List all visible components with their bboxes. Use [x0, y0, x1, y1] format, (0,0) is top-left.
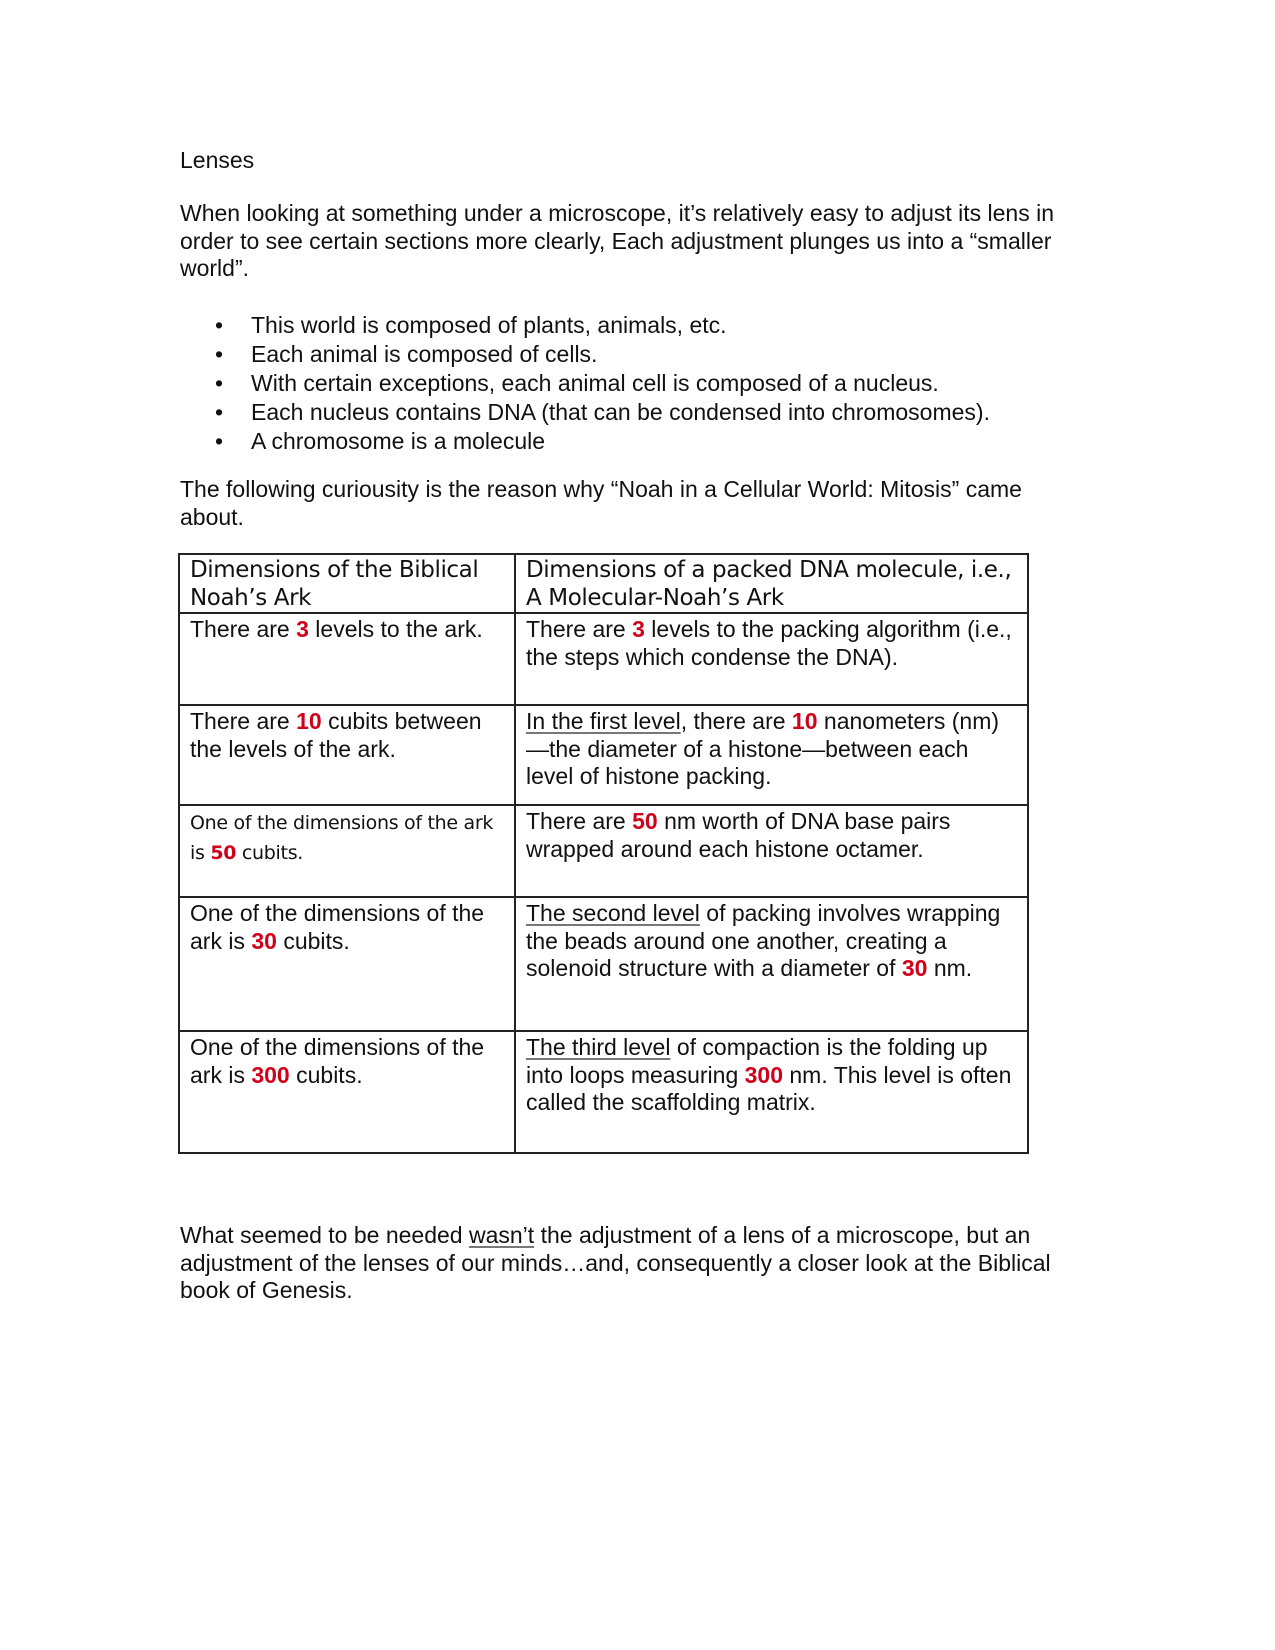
highlight-number: 30 — [901, 955, 928, 981]
highlight-number: 10 — [791, 708, 818, 734]
bullet-icon: • — [215, 428, 224, 454]
highlight-number: 300 — [744, 1061, 783, 1088]
highlight-number: 50 — [210, 842, 237, 864]
bullet-item: • Each animal is composed of cells. — [215, 341, 598, 367]
dna-cell: The second level of packing involves wrapping the beads around one another, creating a solenoid structure with a diameter of 30 nm. — [515, 897, 1028, 1031]
table-row — [179, 705, 1028, 805]
table-header-row — [179, 554, 1028, 613]
ark-cell: There are 3 levels to the ark. — [179, 613, 515, 705]
bullet-icon: • — [215, 341, 224, 367]
dna-cell: There are 50 nm worth of DNA base pairs wrapped around each histone octamer. — [515, 805, 1028, 897]
header-biblical-ark: Dimensions of the Biblical Noah’s Ark — [179, 554, 515, 613]
underlined-phrase: In the first level — [526, 708, 681, 734]
table-row — [179, 805, 1028, 897]
bullet-item: • This world is composed of plants, animals, etc. — [215, 312, 727, 338]
highlight-number: 10 — [296, 708, 322, 734]
dna-cell: In the first level, there are 10 nanometers (nm)—the diameter of a histone—between each level of histone packing. — [515, 705, 1028, 805]
bullet-item: • A chromosome is a molecule — [215, 428, 546, 454]
bullet-icon: • — [215, 312, 224, 338]
table-row — [179, 613, 1028, 705]
underlined-phrase: The third level — [526, 1034, 671, 1060]
bullet-item: • Each nucleus contains DNA (that can be condensed into chromosomes). — [215, 399, 990, 425]
reason-paragraph: The following curiousity is the reason why “Noah in a Cellular World: Mitosis” came about. — [180, 476, 1022, 530]
bullet-icon: • — [215, 399, 224, 425]
document-title: Lenses — [180, 147, 255, 173]
comparison-table — [178, 553, 1029, 1154]
ark-cell: One of the dimensions of the ark is 50 cubits. — [179, 805, 515, 897]
bullet-item: • With certain exceptions, each animal cell is composed of a nucleus. — [215, 370, 939, 396]
ark-cell: There are 10 cubits between the levels of the ark. — [179, 705, 515, 805]
closing-paragraph: What seemed to be needed wasn’t the adjustment of a lens of a microscope, but an adjustment of the lenses of our minds…and, consequently a closer look at the Biblical book of Genesis. — [180, 1222, 1051, 1303]
dna-cell: There are 3 levels to the packing algorithm (i.e., the steps which condense the DNA). — [515, 613, 1028, 705]
dna-cell: The third level of compaction is the folding up into loops measuring 300 nm. This level is often called the scaffolding matrix. — [515, 1031, 1028, 1153]
ark-cell: One of the dimensions of the ark is 300 cubits. — [179, 1031, 515, 1153]
highlight-number: 3 — [632, 616, 645, 642]
highlight-number: 30 — [251, 927, 277, 954]
ark-cell: One of the dimensions of the ark is 30 cubits. — [179, 897, 515, 1031]
highlight-number: 300 — [251, 1061, 290, 1088]
highlight-number: 3 — [296, 616, 309, 642]
header-molecular-ark: Dimensions of a packed DNA molecule, i.e., A Molecular-Noah’s Ark — [515, 554, 1028, 613]
table-row — [179, 897, 1028, 1031]
highlight-number: 50 — [632, 808, 658, 834]
bullet-icon: • — [215, 370, 224, 396]
underlined-phrase: wasn’t — [468, 1222, 535, 1248]
intro-paragraph: When looking at something under a microscope, it’s relatively easy to adjust its lens in order to see certain sections more clearly, Each adjustment plunges us into a “smaller world”. — [180, 200, 1055, 281]
bullet-list — [180, 311, 1080, 456]
underlined-phrase: The second level — [526, 900, 700, 926]
table-row — [179, 1031, 1028, 1153]
